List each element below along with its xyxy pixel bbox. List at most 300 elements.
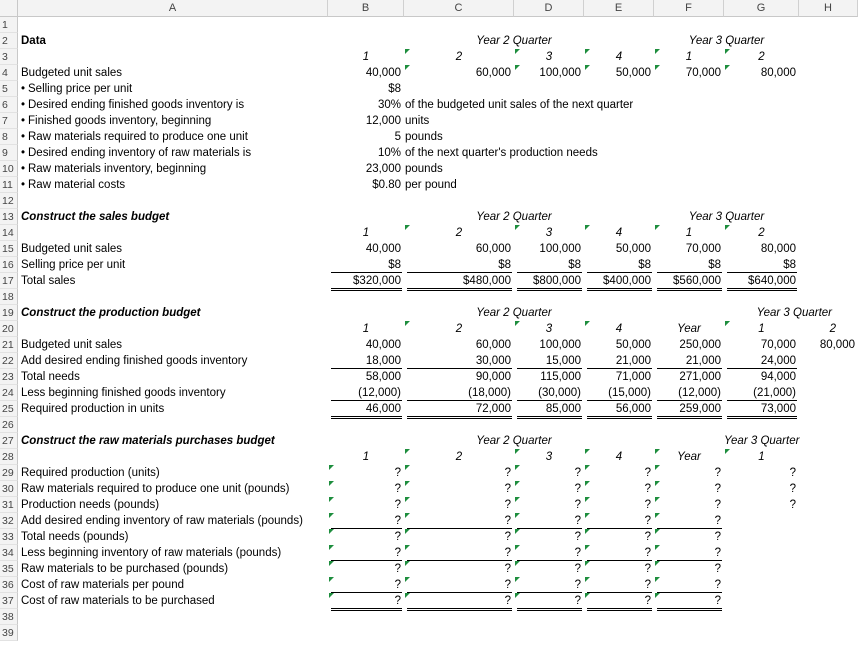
row-label[interactable]: Production needs (pounds) (21, 499, 160, 511)
placeholder-cell[interactable]: ? (504, 547, 511, 559)
value-cell[interactable]: 100,000 (539, 67, 581, 79)
error-indicator-icon (515, 497, 520, 502)
error-indicator-icon (329, 529, 334, 534)
error-indicator-icon (585, 449, 590, 454)
cell-border (727, 416, 797, 419)
error-indicator-icon (405, 65, 410, 70)
error-indicator-icon (585, 497, 590, 502)
placeholder-cell[interactable]: ? (394, 547, 401, 559)
param-value[interactable]: $8 (388, 83, 401, 95)
error-indicator-icon (405, 465, 410, 470)
row-header[interactable]: 3 (0, 49, 18, 65)
row-header[interactable]: 8 (0, 129, 18, 145)
error-indicator-icon (329, 577, 334, 582)
param-value[interactable]: $0.80 (372, 179, 401, 191)
error-indicator-icon (585, 49, 590, 54)
quarter-header[interactable]: 1 (685, 51, 693, 63)
value-cell[interactable]: 50,000 (615, 339, 651, 351)
quarter-header[interactable]: 2 (829, 323, 836, 335)
error-indicator-icon (585, 321, 590, 326)
error-indicator-icon (655, 513, 660, 518)
quarter-header[interactable]: 2 (455, 323, 463, 335)
column-header-d[interactable]: D (514, 0, 584, 17)
placeholder-cell[interactable]: ? (504, 595, 511, 607)
row-header[interactable]: 26 (0, 417, 18, 433)
placeholder-cell[interactable]: ? (394, 467, 401, 479)
value-cell[interactable]: 40,000 (365, 243, 401, 255)
param-value[interactable]: 23,000 (365, 163, 401, 175)
row-header[interactable]: 37 (0, 593, 18, 609)
year3-header[interactable]: Year 3 Quarter (756, 307, 832, 319)
value-cell[interactable]: 80,000 (819, 339, 855, 351)
value-cell[interactable]: 250,000 (679, 339, 721, 351)
cell-border (657, 416, 722, 419)
error-indicator-icon (725, 321, 730, 326)
row-header[interactable]: 15 (0, 241, 18, 257)
error-indicator-icon (655, 577, 660, 582)
bullet-icon: • (21, 163, 26, 175)
quarter-header[interactable]: 4 (615, 227, 623, 239)
value-cell[interactable]: 70,000 (685, 243, 721, 255)
placeholder-cell[interactable]: ? (789, 467, 796, 479)
value-cell[interactable]: 70,000 (760, 339, 796, 351)
value-cell[interactable]: $480,000 (463, 275, 511, 287)
row-label[interactable]: Total needs (21, 371, 80, 383)
placeholder-cell[interactable]: ? (644, 515, 651, 527)
value-cell[interactable]: 72,000 (475, 403, 511, 415)
value-cell[interactable]: 94,000 (760, 371, 796, 383)
quarter-header[interactable]: 2 (455, 451, 463, 463)
cell-border (407, 608, 512, 611)
row-label[interactable]: Budgeted unit sales (21, 243, 123, 255)
value-cell[interactable]: 21,000 (615, 355, 651, 367)
row-label[interactable]: Add desired ending finished goods inventory (21, 355, 248, 367)
value-cell[interactable]: 90,000 (475, 371, 511, 383)
error-indicator-icon (515, 577, 520, 582)
param-note[interactable]: units (405, 115, 430, 127)
row-header[interactable]: 22 (0, 353, 18, 369)
quarter-header[interactable]: 1 (758, 323, 765, 335)
error-indicator-icon (655, 465, 660, 470)
error-indicator-icon (585, 545, 590, 550)
error-indicator-icon (405, 49, 410, 54)
placeholder-cell[interactable]: ? (714, 515, 721, 527)
row-label[interactable]: Raw materials to be purchased (pounds) (21, 563, 229, 575)
row-header[interactable]: 34 (0, 545, 18, 561)
placeholder-cell[interactable]: ? (714, 483, 721, 495)
error-indicator-icon (585, 593, 590, 598)
value-cell[interactable]: $320,000 (353, 275, 401, 287)
value-cell[interactable]: (30,000) (538, 387, 581, 399)
value-cell[interactable]: 115,000 (540, 371, 581, 383)
placeholder-cell[interactable]: ? (504, 499, 511, 511)
row-label[interactable]: Total sales (21, 275, 76, 287)
row-header[interactable]: 17 (0, 273, 18, 289)
row-header[interactable]: 1 (0, 17, 18, 33)
quarter-header[interactable]: 4 (615, 451, 623, 463)
row-header[interactable]: 5 (0, 81, 18, 97)
quarter-header[interactable]: 2 (455, 51, 463, 63)
value-cell[interactable]: 271,000 (679, 371, 721, 383)
placeholder-cell[interactable]: ? (394, 483, 401, 495)
error-indicator-icon (405, 497, 410, 502)
quarter-header[interactable]: 2 (758, 51, 765, 63)
row-label[interactable]: Cost of raw materials per pound (21, 579, 184, 591)
error-indicator-icon (655, 49, 660, 54)
value-cell[interactable]: $8 (498, 259, 511, 271)
bullet-icon: • (21, 147, 26, 159)
value-cell[interactable]: (18,000) (468, 387, 511, 399)
cell-border (517, 416, 582, 419)
placeholder-cell[interactable]: ? (504, 563, 511, 575)
row-header[interactable]: 19 (0, 305, 18, 321)
bullet-icon: • (21, 83, 26, 95)
value-cell[interactable]: 21,000 (685, 355, 721, 367)
quarter-header[interactable]: 1 (362, 51, 370, 63)
param-value[interactable]: 10% (377, 147, 401, 159)
row-header[interactable]: 4 (0, 65, 18, 81)
row-label[interactable]: Required production (units) (21, 467, 160, 479)
placeholder-cell[interactable]: ? (644, 531, 651, 543)
placeholder-cell[interactable]: ? (574, 547, 581, 559)
value-cell[interactable]: 24,000 (760, 355, 796, 367)
error-indicator-icon (515, 513, 520, 518)
value-cell[interactable]: 85,000 (545, 403, 581, 415)
quarter-header[interactable]: 1 (362, 451, 370, 463)
quarter-header[interactable]: 3 (545, 451, 553, 463)
row-label[interactable]: Less beginning inventory of raw materials (pounds) (21, 547, 282, 559)
cell-border (407, 416, 512, 419)
bullet-icon: • (21, 99, 26, 111)
quarter-header[interactable]: 2 (758, 227, 765, 239)
placeholder-cell[interactable]: ? (574, 499, 581, 511)
error-indicator-icon (655, 65, 660, 70)
error-indicator-icon (655, 481, 660, 486)
error-indicator-icon (655, 593, 660, 598)
cell-border (657, 288, 722, 291)
placeholder-cell[interactable]: ? (644, 579, 651, 591)
row-header[interactable]: 36 (0, 577, 18, 593)
quarter-header[interactable]: 1 (685, 227, 693, 239)
error-indicator-icon (585, 481, 590, 486)
row-header[interactable]: 23 (0, 369, 18, 385)
error-indicator-icon (515, 321, 520, 326)
row-header[interactable]: 38 (0, 609, 18, 625)
value-cell[interactable]: 100,000 (539, 339, 581, 351)
year2-header[interactable]: Year 2 Quarter (476, 435, 552, 447)
param-note[interactable]: pounds (405, 131, 443, 143)
row-header[interactable]: 16 (0, 257, 18, 273)
quarter-header[interactable]: 1 (362, 323, 370, 335)
value-cell[interactable]: 71,000 (615, 371, 651, 383)
placeholder-cell[interactable]: ? (394, 499, 401, 511)
param-value[interactable]: 30% (377, 99, 401, 111)
placeholder-cell[interactable]: ? (504, 531, 511, 543)
error-indicator-icon (515, 545, 520, 550)
error-indicator-icon (329, 513, 334, 518)
error-indicator-icon (655, 449, 660, 454)
placeholder-cell[interactable]: ? (644, 499, 651, 511)
param-value[interactable]: 12,000 (365, 115, 401, 127)
placeholder-cell[interactable]: ? (574, 595, 581, 607)
error-indicator-icon (515, 481, 520, 486)
error-indicator-icon (515, 449, 520, 454)
section-title[interactable]: Construct the raw materials purchases budget (21, 435, 275, 447)
param-note[interactable]: per pound (405, 179, 457, 191)
placeholder-cell[interactable]: ? (394, 579, 401, 591)
value-cell[interactable]: $8 (638, 259, 651, 271)
placeholder-cell[interactable]: ? (644, 467, 651, 479)
error-indicator-icon (515, 49, 520, 54)
error-indicator-icon (515, 225, 520, 230)
value-cell[interactable]: (15,000) (608, 387, 651, 399)
placeholder-cell[interactable]: ? (644, 547, 651, 559)
placeholder-cell[interactable]: ? (394, 563, 401, 575)
section-title[interactable]: Construct the production budget (21, 307, 201, 319)
placeholder-cell[interactable]: ? (574, 515, 581, 527)
placeholder-cell[interactable]: ? (714, 547, 721, 559)
placeholder-cell[interactable]: ? (644, 483, 651, 495)
bullet-icon: • (21, 179, 26, 191)
error-indicator-icon (405, 449, 410, 454)
year3-header[interactable]: Year 3 Quarter (688, 211, 765, 223)
column-header-f[interactable]: F (654, 0, 724, 17)
column-header-g[interactable]: G (724, 0, 799, 17)
year2-header[interactable]: Year 2 Quarter (476, 211, 552, 223)
row-header[interactable]: 29 (0, 465, 18, 481)
param-label[interactable]: Finished goods inventory, beginning (28, 115, 212, 127)
value-cell[interactable]: 60,000 (475, 243, 511, 255)
placeholder-cell[interactable]: ? (394, 531, 401, 543)
row-header[interactable]: 24 (0, 385, 18, 401)
column-header-a[interactable]: A (18, 0, 328, 17)
param-label[interactable]: Raw material costs (28, 179, 126, 191)
section-title[interactable]: Construct the sales budget (21, 211, 170, 223)
placeholder-cell[interactable]: ? (574, 579, 581, 591)
error-indicator-icon (725, 49, 730, 54)
value-cell[interactable]: 259,000 (679, 403, 721, 415)
row-header[interactable]: 27 (0, 433, 18, 449)
value-cell[interactable]: 46,000 (365, 403, 401, 415)
value-cell[interactable]: 40,000 (365, 339, 401, 351)
column-header-c[interactable]: C (404, 0, 514, 17)
placeholder-cell[interactable]: ? (714, 499, 721, 511)
row-label[interactable]: Raw materials required to produce one unit (pounds) (21, 483, 290, 495)
cell-border (727, 288, 797, 291)
quarter-header[interactable]: Year (677, 323, 701, 335)
row-header[interactable]: 32 (0, 513, 18, 529)
quarter-header[interactable]: 2 (455, 227, 463, 239)
row-header[interactable]: 18 (0, 289, 18, 305)
error-indicator-icon (585, 561, 590, 566)
value-cell[interactable]: 50,000 (615, 243, 651, 255)
bullet-icon: • (21, 131, 26, 143)
param-label[interactable]: Selling price per unit (28, 83, 133, 95)
placeholder-cell[interactable]: ? (714, 595, 721, 607)
value-cell[interactable]: (12,000) (678, 387, 721, 399)
row-header[interactable]: 31 (0, 497, 18, 513)
row-label[interactable]: Budgeted unit sales (21, 67, 123, 79)
row-label[interactable]: Less beginning finished goods inventory (21, 387, 226, 399)
quarter-header[interactable]: 4 (615, 323, 623, 335)
value-cell[interactable]: 40,000 (365, 67, 401, 79)
row-label[interactable]: Required production in units (21, 403, 165, 415)
param-label[interactable]: Raw materials required to produce one unit (28, 131, 248, 143)
error-indicator-icon (405, 481, 410, 486)
row-header[interactable]: 13 (0, 209, 18, 225)
row-header[interactable]: 25 (0, 401, 18, 417)
cell-border (587, 288, 652, 291)
placeholder-cell[interactable]: ? (504, 483, 511, 495)
error-indicator-icon (655, 545, 660, 550)
value-cell[interactable]: $8 (783, 259, 796, 271)
quarter-header[interactable]: 4 (615, 51, 623, 63)
value-cell[interactable]: 100,000 (539, 243, 581, 255)
placeholder-cell[interactable]: ? (714, 467, 721, 479)
year3-header[interactable]: Year 3 Quarter (724, 435, 800, 447)
value-cell[interactable]: (12,000) (358, 387, 401, 399)
row-header[interactable]: 39 (0, 625, 18, 641)
row-header[interactable]: 7 (0, 113, 18, 129)
placeholder-cell[interactable]: ? (714, 531, 721, 543)
placeholder-cell[interactable]: ? (644, 595, 651, 607)
quarter-header[interactable]: 1 (758, 451, 765, 463)
value-cell[interactable]: (21,000) (753, 387, 796, 399)
year2-header[interactable]: Year 2 Quarter (476, 35, 552, 47)
value-cell[interactable]: 60,000 (475, 67, 511, 79)
error-indicator-icon (405, 321, 410, 326)
quarter-header[interactable]: 3 (545, 51, 553, 63)
error-indicator-icon (405, 561, 410, 566)
value-cell[interactable]: $640,000 (748, 275, 796, 287)
row-header[interactable]: 28 (0, 449, 18, 465)
quarter-header[interactable]: 1 (362, 227, 370, 239)
placeholder-cell[interactable]: ? (574, 531, 581, 543)
value-cell[interactable]: $560,000 (673, 275, 721, 287)
value-cell[interactable]: $800,000 (533, 275, 581, 287)
value-cell[interactable]: 50,000 (615, 67, 651, 79)
error-indicator-icon (405, 529, 410, 534)
quarter-header[interactable]: 3 (545, 323, 553, 335)
placeholder-cell[interactable]: ? (574, 483, 581, 495)
param-value[interactable]: 5 (394, 131, 401, 143)
row-header[interactable]: 30 (0, 481, 18, 497)
param-note[interactable]: of the budgeted unit sales of the next quarter (405, 99, 634, 111)
placeholder-cell[interactable]: ? (789, 483, 796, 495)
error-indicator-icon (515, 529, 520, 534)
row-header[interactable]: 9 (0, 145, 18, 161)
cell-border (587, 608, 652, 611)
error-indicator-icon (329, 561, 334, 566)
row-label[interactable]: Selling price per unit (21, 259, 126, 271)
error-indicator-icon (655, 225, 660, 230)
column-header-h[interactable]: H (799, 0, 858, 17)
row-header[interactable]: 11 (0, 177, 18, 193)
value-cell[interactable]: 80,000 (760, 243, 796, 255)
row-header[interactable]: 10 (0, 161, 18, 177)
error-indicator-icon (585, 225, 590, 230)
placeholder-cell[interactable]: ? (504, 579, 511, 591)
placeholder-cell[interactable]: ? (644, 563, 651, 575)
value-cell[interactable]: $8 (388, 259, 401, 271)
quarter-header[interactable]: 3 (545, 227, 553, 239)
value-cell[interactable]: 15,000 (545, 355, 581, 367)
error-indicator-icon (585, 465, 590, 470)
param-note[interactable]: of the next quarter's production needs (405, 147, 598, 159)
value-cell[interactable]: 30,000 (475, 355, 511, 367)
column-header-e[interactable]: E (584, 0, 654, 17)
error-indicator-icon (329, 481, 334, 486)
value-cell[interactable]: $8 (708, 259, 721, 271)
param-label[interactable]: Desired ending inventory of raw materials is (28, 147, 252, 159)
value-cell[interactable]: 73,000 (760, 403, 796, 415)
placeholder-cell[interactable]: ? (504, 467, 511, 479)
value-cell[interactable]: 18,000 (365, 355, 401, 367)
placeholder-cell[interactable]: ? (394, 595, 401, 607)
year3-header[interactable]: Year 3 Quarter (688, 35, 765, 47)
section-title[interactable]: Data (21, 35, 46, 47)
placeholder-cell[interactable]: ? (574, 467, 581, 479)
value-cell[interactable]: 80,000 (760, 67, 796, 79)
value-cell[interactable]: 56,000 (615, 403, 651, 415)
placeholder-cell[interactable]: ? (394, 515, 401, 527)
row-header[interactable]: 14 (0, 225, 18, 241)
value-cell[interactable]: $400,000 (603, 275, 651, 287)
value-cell[interactable]: $8 (568, 259, 581, 271)
error-indicator-icon (515, 65, 520, 70)
param-note[interactable]: pounds (405, 163, 443, 175)
value-cell[interactable]: 60,000 (475, 339, 511, 351)
value-cell[interactable]: 70,000 (685, 67, 721, 79)
placeholder-cell[interactable]: ? (504, 515, 511, 527)
error-indicator-icon (515, 465, 520, 470)
error-indicator-icon (405, 513, 410, 518)
param-label[interactable]: Raw materials inventory, beginning (28, 163, 207, 175)
cell-border (331, 608, 402, 611)
year2-header[interactable]: Year 2 Quarter (476, 307, 552, 319)
error-indicator-icon (405, 593, 410, 598)
error-indicator-icon (585, 65, 590, 70)
placeholder-cell[interactable]: ? (714, 579, 721, 591)
row-label[interactable]: Add desired ending inventory of raw materials (pounds) (21, 515, 303, 527)
row-header[interactable]: 33 (0, 529, 18, 545)
row-header[interactable]: 12 (0, 193, 18, 209)
cell-border (657, 608, 722, 611)
row-header[interactable]: 35 (0, 561, 18, 577)
row-label[interactable]: Total needs (pounds) (21, 531, 129, 543)
row-header[interactable]: 21 (0, 337, 18, 353)
row-header[interactable]: 2 (0, 33, 18, 49)
cell-border (407, 288, 512, 291)
placeholder-cell[interactable]: ? (714, 563, 721, 575)
error-indicator-icon (725, 65, 730, 70)
column-header-b[interactable]: B (328, 0, 404, 17)
placeholder-cell[interactable]: ? (789, 499, 796, 511)
row-label[interactable]: Budgeted unit sales (21, 339, 123, 351)
row-header[interactable]: 6 (0, 97, 18, 113)
error-indicator-icon (405, 225, 410, 230)
select-all-corner[interactable] (0, 0, 18, 17)
row-header[interactable]: 20 (0, 321, 18, 337)
placeholder-cell[interactable]: ? (574, 563, 581, 575)
value-cell[interactable]: 58,000 (365, 371, 401, 383)
error-indicator-icon (725, 225, 730, 230)
quarter-header[interactable]: Year (677, 451, 701, 463)
error-indicator-icon (515, 561, 520, 566)
param-label[interactable]: Desired ending finished goods inventory is (28, 99, 245, 111)
row-label[interactable]: Cost of raw materials to be purchased (21, 595, 215, 607)
error-indicator-icon (405, 577, 410, 582)
